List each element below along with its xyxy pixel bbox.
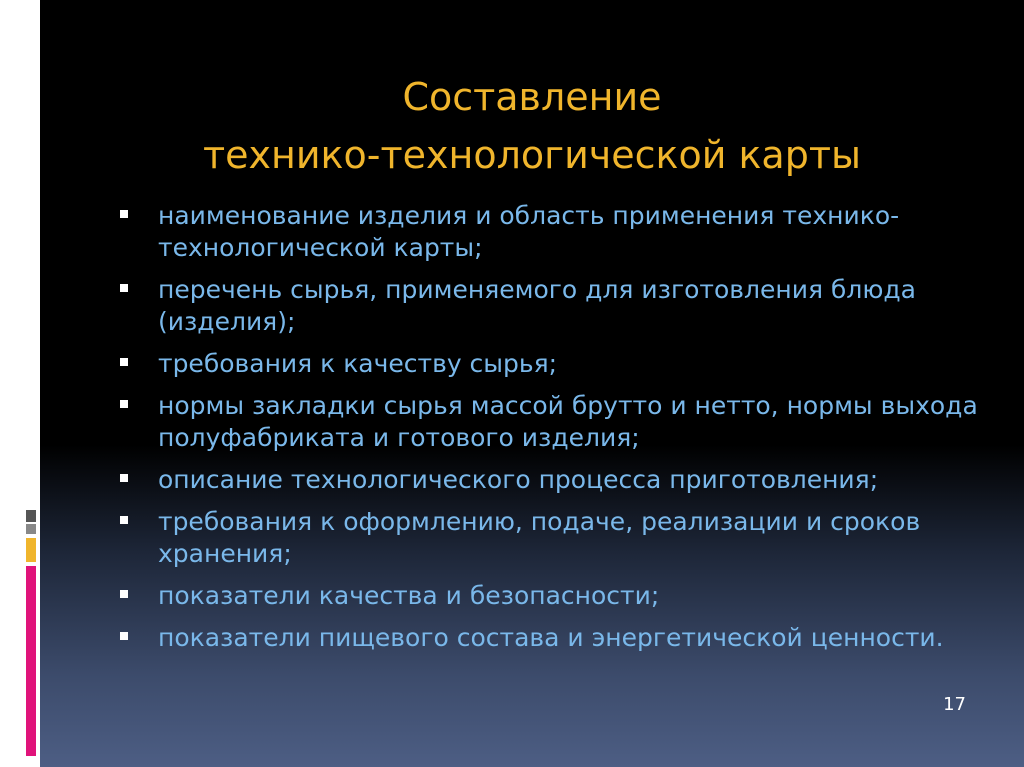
bullet-square-icon [120, 358, 128, 366]
list-item-text: наименование изделия и область применения технико-технологической карты; [158, 201, 900, 262]
bullet-square-icon [120, 516, 128, 524]
list-item [120, 200, 980, 264]
accent-bar-pink [26, 566, 36, 756]
accent-bar-yellow [26, 538, 36, 562]
bullet-square-icon [120, 590, 128, 598]
list-item [120, 464, 980, 496]
slide-title [40, 68, 1024, 184]
list-item-text: описание технологического процесса приготовления; [158, 465, 879, 494]
slide [40, 0, 1024, 767]
accent-bar-gray-1 [26, 510, 36, 522]
bullet-square-icon [120, 632, 128, 640]
bullet-square-icon [120, 210, 128, 218]
list-item-text: показатели качества и безопасности; [158, 581, 660, 610]
list-item [120, 348, 980, 380]
bullet-square-icon [120, 474, 128, 482]
list-item [120, 390, 980, 454]
list-item [120, 622, 980, 654]
left-margin [0, 0, 40, 767]
bullet-square-icon [120, 284, 128, 292]
slide-title-line-1: Составление [402, 75, 662, 119]
bullet-list [120, 200, 980, 664]
list-item [120, 274, 980, 338]
page-number: 17 [943, 694, 966, 715]
list-item [120, 580, 980, 612]
accent-bar-gray-2 [26, 524, 36, 534]
list-item-text: требования к качеству сырья; [158, 349, 558, 378]
bullet-square-icon [120, 400, 128, 408]
list-item [120, 506, 980, 570]
list-item-text: показатели пищевого состава и энергетической ценности. [158, 623, 944, 652]
list-item-text: нормы закладки сырья массой брутто и нетто, нормы выхода полуфабриката и готового изделия; [158, 391, 978, 452]
slide-title-line-2: технико-технологической карты [203, 133, 861, 177]
list-item-text: перечень сырья, применяемого для изготовления блюда (изделия); [158, 275, 916, 336]
list-item-text: требования к оформлению, подаче, реализации и сроков хранения; [158, 507, 921, 568]
